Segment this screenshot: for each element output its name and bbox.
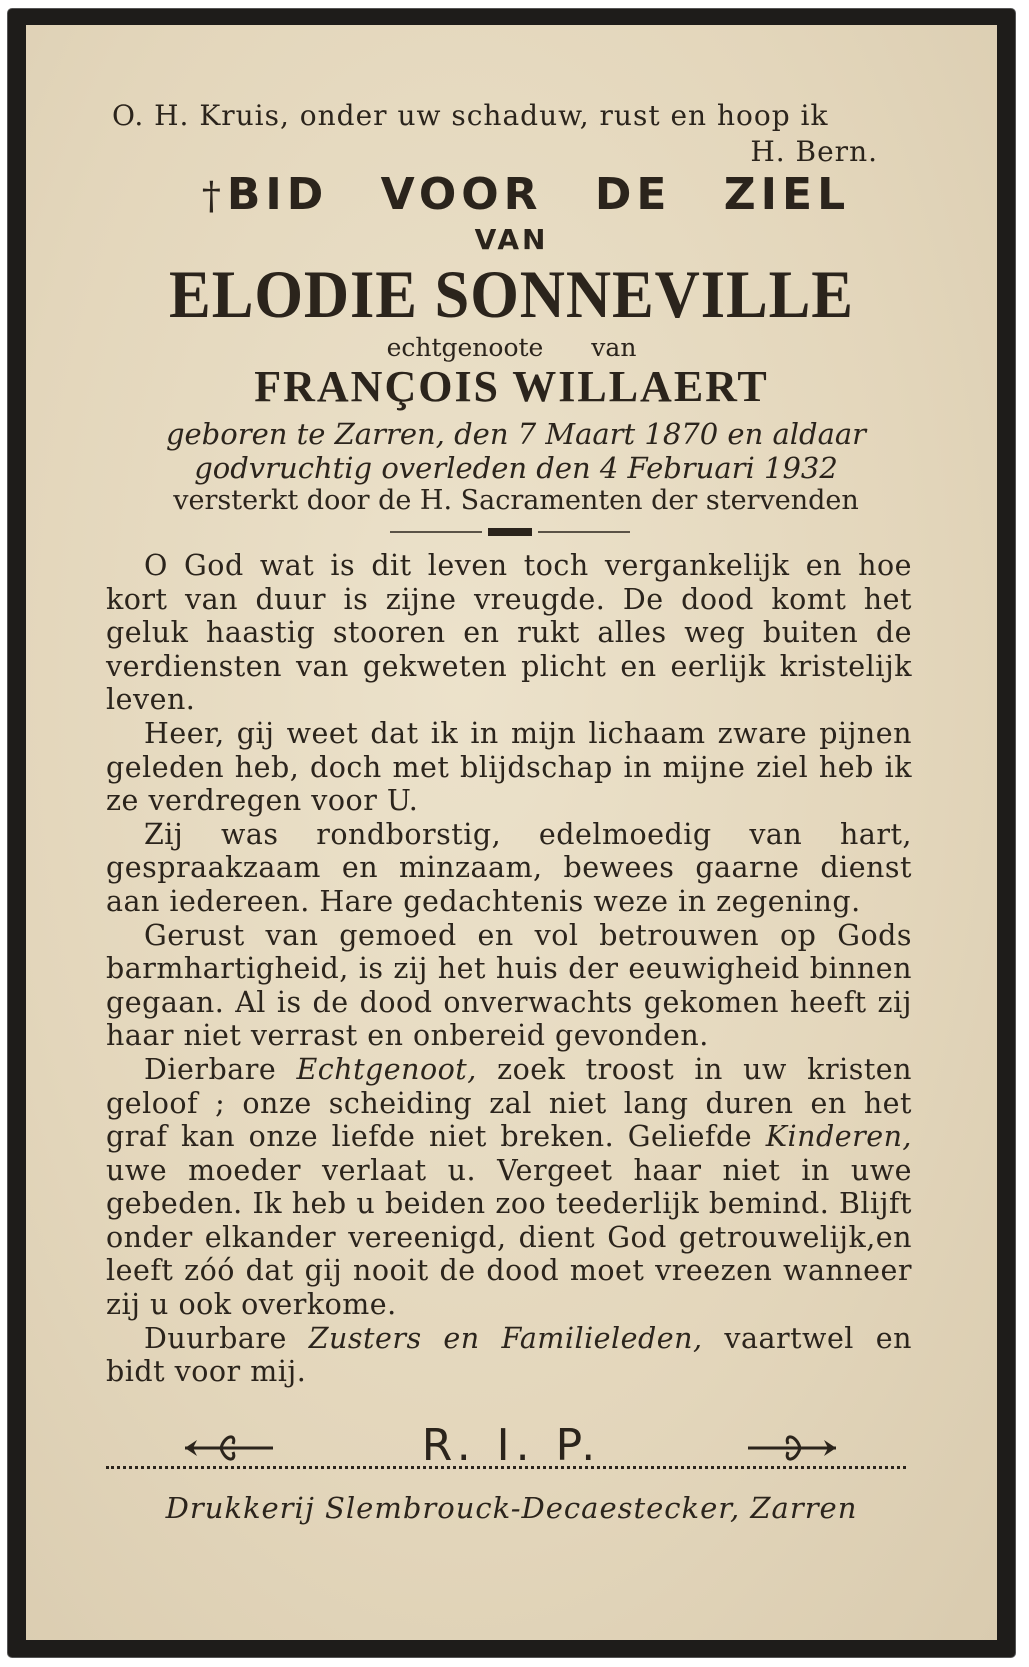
paragraph: Heer, gij weet dat ik in mijn lichaam zware pijnen geleden heb, doch met blijdschap in mijne ziel heb ik ze verdregen voor U. bbox=[106, 716, 912, 818]
motto-author: H. Bern. bbox=[750, 135, 878, 168]
card-paper bbox=[26, 25, 997, 1640]
cross-icon: † bbox=[201, 174, 221, 218]
paragraph bbox=[106, 1053, 912, 1322]
motto bbox=[112, 98, 942, 170]
emphasis-children: Kinderen, bbox=[765, 1120, 912, 1154]
paragraph: O God wat is dit leven toch vergankelijk en hoe kort van duur is zijne vreugde. De dood komt het geluk haastig stooren en rukt alles weg buiten de verdiensten van gekweten plicht en eerlijk kristelijk leven. bbox=[106, 549, 912, 717]
paragraph: Zij was rondborstig, edelmoedig van hart, gespraakzaam en minzaam, bewees gaarne dienst aan iedereen. Hare gedachtenis weze in zegening. bbox=[106, 817, 912, 918]
paragraph: Gerust van gemoed en vol betrouwen op Gods barmhartigheid, is zij het huis der eeuwigheid binnen gegaan. Al is de dood onverwachts gekomen heeft zij haar niet verrast en onbereid gevonden. bbox=[106, 918, 912, 1053]
death-line: godvruchtig overleden den 4 Februari 1932 bbox=[194, 451, 838, 485]
birth-death-dates bbox=[106, 417, 926, 485]
spouse-name: FRANÇOIS WILLAERT bbox=[254, 362, 769, 411]
divider-ornament bbox=[390, 525, 630, 539]
spouse-label: echtgenoote van bbox=[386, 333, 637, 362]
fleur-ornament-icon bbox=[744, 1426, 840, 1470]
deceased-name: ELODIE SONNEVILLE bbox=[169, 256, 854, 332]
rip-text: R. I. P. bbox=[421, 1420, 602, 1471]
text-segment: Dierbare bbox=[144, 1052, 297, 1086]
memorial-card bbox=[8, 9, 1015, 1657]
text-segment: uwe moeder verlaat u. Vergeet haar niet in uwe gebeden. Ik heb u beiden zoo teederlijk bemind. Blijft onder elkander vereenigd, dient God getrouwelijk,en leeft zóó dat gij nooit de dood moet vreezen wanneer zij u ook overkome. bbox=[106, 1153, 912, 1322]
prayer-heading-text: BID VOOR DE ZIEL bbox=[226, 169, 851, 220]
birth-line: geboren te Zarren, den 7 Maart 1870 en aldaar bbox=[165, 417, 867, 451]
emphasis-spouse: Echtgenoot, bbox=[296, 1052, 477, 1086]
van-label: VAN bbox=[474, 223, 549, 256]
prayer-heading bbox=[136, 169, 916, 220]
text-segment: Duurbare bbox=[144, 1321, 309, 1355]
motto-text: O. H. Kruis, onder uw schaduw, rust en hoop ik bbox=[112, 99, 829, 132]
dotted-rule bbox=[106, 1466, 906, 1469]
emphasis-family: Zusters en Familieleden, bbox=[308, 1321, 703, 1355]
rip-row bbox=[26, 1420, 997, 1480]
sacraments-line: versterkt door de H. Sacramenten der stervenden bbox=[173, 485, 859, 516]
memorial-text bbox=[106, 549, 912, 1389]
printer-credit: Drukkerij Slembrouck-Decaestecker, Zarren bbox=[165, 1491, 858, 1525]
paragraph bbox=[106, 1322, 912, 1389]
text-segment: zoek troost in uw kristen geloof ; onze scheiding zal niet lang duren en het graf kan onze liefde niet breken. Geliefde bbox=[106, 1052, 912, 1154]
text-segment: vaartwel en bidt voor mij. bbox=[106, 1321, 912, 1389]
